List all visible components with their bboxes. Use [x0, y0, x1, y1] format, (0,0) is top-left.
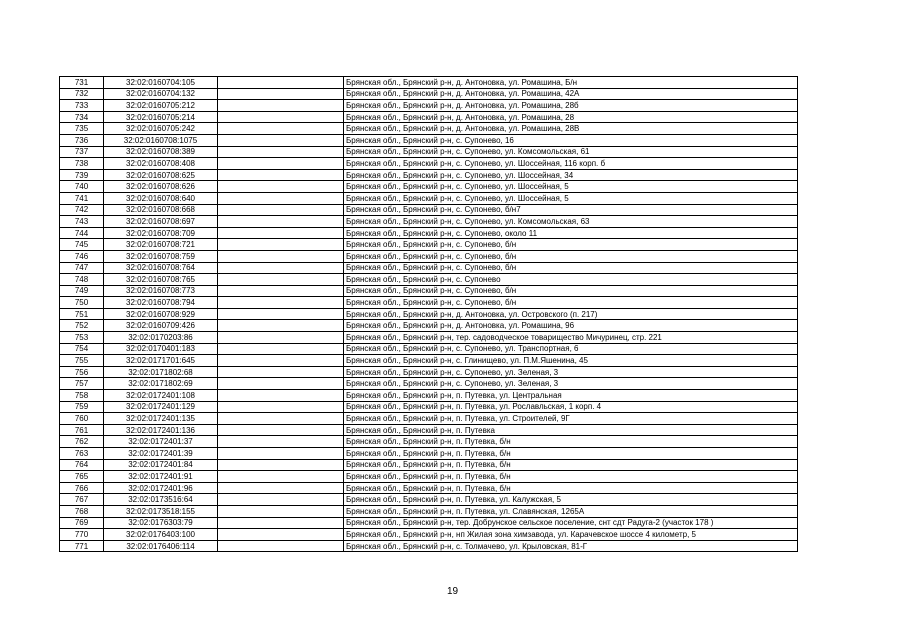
table-row [60, 285, 798, 297]
row-number-cell: 736 [60, 134, 104, 146]
row-number-cell: 750 [60, 297, 104, 309]
table-row [60, 401, 798, 413]
row-number-cell: 765 [60, 471, 104, 483]
address-cell: Брянская обл., Брянский р-н, с. Супонево, ул. Зеленая, 3 [344, 366, 798, 378]
address-cell: Брянская обл., Брянский р-н, с. Супонево, около 11 [344, 227, 798, 239]
cadastral-number-cell: 32:02:0176403:100 [104, 529, 218, 541]
note-cell [218, 448, 344, 460]
cadastral-number-cell: 32:02:0160708:721 [104, 239, 218, 251]
cadastral-number-cell: 32:02:0160708:389 [104, 146, 218, 158]
row-number-cell: 747 [60, 262, 104, 274]
row-number-cell: 739 [60, 169, 104, 181]
note-cell [218, 181, 344, 193]
note-cell [218, 378, 344, 390]
table-row [60, 204, 798, 216]
table-row [60, 181, 798, 193]
address-cell: Брянская обл., Брянский р-н, с. Супонево, ул. Транспортная, 6 [344, 343, 798, 355]
table-row [60, 227, 798, 239]
row-number-cell: 731 [60, 77, 104, 89]
cadastral-number-cell: 32:02:0160708:625 [104, 169, 218, 181]
row-number-cell: 737 [60, 146, 104, 158]
cadastral-number-cell: 32:02:0172401:96 [104, 482, 218, 494]
row-number-cell: 770 [60, 529, 104, 541]
row-number-cell: 763 [60, 448, 104, 460]
note-cell [218, 355, 344, 367]
note-cell [218, 239, 344, 251]
note-cell [218, 505, 344, 517]
note-cell [218, 274, 344, 286]
cadastral-number-cell: 32:02:0160708:668 [104, 204, 218, 216]
address-cell: Брянская обл., Брянский р-н, с. Глинищево, ул. П.М.Яшенина, 45 [344, 355, 798, 367]
row-number-cell: 738 [60, 158, 104, 170]
table-row [60, 413, 798, 425]
table-row [60, 169, 798, 181]
note-cell [218, 366, 344, 378]
table-row [60, 239, 798, 251]
table-row [60, 262, 798, 274]
table-row [60, 390, 798, 402]
note-cell [218, 401, 344, 413]
address-cell: Брянская обл., Брянский р-н, с. Супонево, ул. Зеленая, 3 [344, 378, 798, 390]
address-cell: Брянская обл., Брянский р-н, с. Супонево, ул. Шоссейная, 116 корп. б [344, 158, 798, 170]
cadastral-number-cell: 32:02:0172401:91 [104, 471, 218, 483]
row-number-cell: 756 [60, 366, 104, 378]
page-number: 19 [446, 586, 459, 597]
cadastral-number-cell: 32:02:0173516:64 [104, 494, 218, 506]
table-row [60, 192, 798, 204]
table-row [60, 448, 798, 460]
table-row [60, 482, 798, 494]
cadastral-number-cell: 32:02:0160708:764 [104, 262, 218, 274]
table-row [60, 517, 798, 529]
table-row [60, 378, 798, 390]
address-cell: Брянская обл., Брянский р-н, с. Супонево, б/н7 [344, 204, 798, 216]
table-row [60, 308, 798, 320]
address-cell: Брянская обл., Брянский р-н, с. Супонево [344, 274, 798, 286]
note-cell [218, 297, 344, 309]
address-cell: Брянская обл., Брянский р-н, тер. Добрунское сельское поселение, снт сдт Радуга-2 (участок 178 ) [344, 517, 798, 529]
row-number-cell: 771 [60, 540, 104, 552]
address-cell: Брянская обл., Брянский р-н, п. Путевка, б/н [344, 436, 798, 448]
note-cell [218, 204, 344, 216]
row-number-cell: 755 [60, 355, 104, 367]
note-cell [218, 134, 344, 146]
address-cell: Брянская обл., Брянский р-н, д. Антоновка, ул. Ромашина, Б/н [344, 77, 798, 89]
row-number-cell: 768 [60, 505, 104, 517]
row-number-cell: 732 [60, 88, 104, 100]
address-cell: Брянская обл., Брянский р-н, с. Супонево, б/н [344, 239, 798, 251]
table-row [60, 77, 798, 89]
row-number-cell: 745 [60, 239, 104, 251]
address-cell: Брянская обл., Брянский р-н, д. Антоновка, ул. Ромашина, 28 [344, 111, 798, 123]
table-row [60, 436, 798, 448]
note-cell [218, 436, 344, 448]
note-cell [218, 343, 344, 355]
cadastral-number-cell: 32:02:0172401:37 [104, 436, 218, 448]
cadastral-number-cell: 32:02:0172401:135 [104, 413, 218, 425]
cadastral-number-cell: 32:02:0172401:108 [104, 390, 218, 402]
cadastral-number-cell: 32:02:0160708:408 [104, 158, 218, 170]
note-cell [218, 100, 344, 112]
cadastral-number-cell: 32:02:0160708:759 [104, 250, 218, 262]
note-cell [218, 227, 344, 239]
address-cell: Брянская обл., Брянский р-н, тер. садоводческое товарищество Мичуринец, стр. 221 [344, 332, 798, 344]
note-cell [218, 88, 344, 100]
table-row [60, 297, 798, 309]
address-cell: Брянская обл., Брянский р-н, п. Путевка, б/н [344, 448, 798, 460]
cadastral-number-cell: 32:02:0160708:794 [104, 297, 218, 309]
cadastral-number-cell: 32:02:0170401:183 [104, 343, 218, 355]
cadastral-number-cell: 32:02:0171802:69 [104, 378, 218, 390]
cadastral-number-cell: 32:02:0172401:84 [104, 459, 218, 471]
cadastral-number-cell: 32:02:0160705:212 [104, 100, 218, 112]
note-cell [218, 192, 344, 204]
note-cell [218, 77, 344, 89]
note-cell [218, 285, 344, 297]
address-cell: Брянская обл., Брянский р-н, нп Жилая зона химзавода, ул. Карачевское шоссе 4 километр, 5 [344, 529, 798, 541]
note-cell [218, 146, 344, 158]
cadastral-number-cell: 32:02:0176303:79 [104, 517, 218, 529]
cadastral-number-cell: 32:02:0160704:105 [104, 77, 218, 89]
row-number-cell: 751 [60, 308, 104, 320]
table-row [60, 459, 798, 471]
row-number-cell: 733 [60, 100, 104, 112]
row-number-cell: 761 [60, 424, 104, 436]
address-cell: Брянская обл., Брянский р-н, д. Антоновка, ул. Ромашина, 96 [344, 320, 798, 332]
cadastral-number-cell: 32:02:0170203:86 [104, 332, 218, 344]
address-cell: Брянская обл., Брянский р-н, с. Супонево, ул. Шоссейная, 5 [344, 192, 798, 204]
cadastral-number-cell: 32:02:0172401:136 [104, 424, 218, 436]
row-number-cell: 767 [60, 494, 104, 506]
cadastral-number-cell: 32:02:0171701:645 [104, 355, 218, 367]
cadastral-number-cell: 32:02:0160708:709 [104, 227, 218, 239]
note-cell [218, 250, 344, 262]
note-cell [218, 111, 344, 123]
cadastral-number-cell: 32:02:0160705:214 [104, 111, 218, 123]
address-cell: Брянская обл., Брянский р-н, с. Супонево, ул. Комсомольская, 63 [344, 216, 798, 228]
table-row [60, 216, 798, 228]
address-cell: Брянская обл., Брянский р-н, с. Толмачево, ул. Крыловская, 81-Г [344, 540, 798, 552]
address-cell: Брянская обл., Брянский р-н, п. Путевка, ул. Центральная [344, 390, 798, 402]
note-cell [218, 308, 344, 320]
table-row [60, 529, 798, 541]
address-cell: Брянская обл., Брянский р-н, с. Супонево, б/н [344, 250, 798, 262]
cadastral-number-cell: 32:02:0160708:697 [104, 216, 218, 228]
cadastral-number-cell: 32:02:0172401:129 [104, 401, 218, 413]
table-row [60, 100, 798, 112]
note-cell [218, 459, 344, 471]
address-cell: Брянская обл., Брянский р-н, п. Путевка, б/н [344, 459, 798, 471]
table-row [60, 134, 798, 146]
note-cell [218, 216, 344, 228]
address-cell: Брянская обл., Брянский р-н, с. Супонево, б/н [344, 297, 798, 309]
note-cell [218, 262, 344, 274]
row-number-cell: 740 [60, 181, 104, 193]
row-number-cell: 744 [60, 227, 104, 239]
row-number-cell: 760 [60, 413, 104, 425]
table-row [60, 111, 798, 123]
note-cell [218, 332, 344, 344]
table-row [60, 505, 798, 517]
row-number-cell: 734 [60, 111, 104, 123]
note-cell [218, 424, 344, 436]
row-number-cell: 758 [60, 390, 104, 402]
cadastral-number-cell: 32:02:0160705:242 [104, 123, 218, 135]
cadastral-number-cell: 32:02:0176406:114 [104, 540, 218, 552]
row-number-cell: 752 [60, 320, 104, 332]
row-number-cell: 741 [60, 192, 104, 204]
table-row [60, 540, 798, 552]
row-number-cell: 735 [60, 123, 104, 135]
row-number-cell: 766 [60, 482, 104, 494]
address-cell: Брянская обл., Брянский р-н, д. Антоновка, ул. Ромашина, 28В [344, 123, 798, 135]
address-cell: Брянская обл., Брянский р-н, с. Супонево, б/н [344, 285, 798, 297]
note-cell [218, 123, 344, 135]
address-cell: Брянская обл., Брянский р-н, п. Путевка, ул. Строителей, 9Г [344, 413, 798, 425]
address-cell: Брянская обл., Брянский р-н, п. Путевка, б/н [344, 471, 798, 483]
note-cell [218, 390, 344, 402]
note-cell [218, 494, 344, 506]
row-number-cell: 754 [60, 343, 104, 355]
table-row [60, 355, 798, 367]
row-number-cell: 746 [60, 250, 104, 262]
cadastral-number-cell: 32:02:0172401:39 [104, 448, 218, 460]
property-register-table [59, 76, 798, 552]
cadastral-number-cell: 32:02:0160708:773 [104, 285, 218, 297]
row-number-cell: 742 [60, 204, 104, 216]
note-cell [218, 169, 344, 181]
row-number-cell: 753 [60, 332, 104, 344]
table-row [60, 123, 798, 135]
address-cell: Брянская обл., Брянский р-н, п. Путевка, ул. Калужская, 5 [344, 494, 798, 506]
address-cell: Брянская обл., Брянский р-н, с. Супонево, ул. Шоссейная, 34 [344, 169, 798, 181]
cadastral-number-cell: 32:02:0160708:1075 [104, 134, 218, 146]
row-number-cell: 748 [60, 274, 104, 286]
note-cell [218, 540, 344, 552]
table-row [60, 343, 798, 355]
address-cell: Брянская обл., Брянский р-н, д. Антоновка, ул. Ромашина, 28б [344, 100, 798, 112]
address-cell: Брянская обл., Брянский р-н, с. Супонево, ул. Шоссейная, 5 [344, 181, 798, 193]
cadastral-number-cell: 32:02:0160708:765 [104, 274, 218, 286]
cadastral-number-cell: 32:02:0160709:426 [104, 320, 218, 332]
row-number-cell: 769 [60, 517, 104, 529]
note-cell [218, 158, 344, 170]
note-cell [218, 413, 344, 425]
address-cell: Брянская обл., Брянский р-н, с. Супонево, ул. Комсомольская, 61 [344, 146, 798, 158]
table-row [60, 146, 798, 158]
note-cell [218, 529, 344, 541]
address-cell: Брянская обл., Брянский р-н, д. Антоновка, ул. Ромашина, 42А [344, 88, 798, 100]
row-number-cell: 757 [60, 378, 104, 390]
cadastral-number-cell: 32:02:0171802:68 [104, 366, 218, 378]
row-number-cell: 762 [60, 436, 104, 448]
address-cell: Брянская обл., Брянский р-н, п. Путевка, ул. Славянская, 1265А [344, 505, 798, 517]
address-cell: Брянская обл., Брянский р-н, п. Путевка, ул. Рославльская, 1 корп. 4 [344, 401, 798, 413]
cadastral-number-cell: 32:02:0160708:640 [104, 192, 218, 204]
address-cell: Брянская обл., Брянский р-н, с. Супонево, 16 [344, 134, 798, 146]
table-row [60, 274, 798, 286]
table-row [60, 332, 798, 344]
table-body [60, 77, 798, 552]
table-row [60, 250, 798, 262]
row-number-cell: 759 [60, 401, 104, 413]
address-cell: Брянская обл., Брянский р-н, д. Антоновка, ул. Островского (п. 217) [344, 308, 798, 320]
address-cell: Брянская обл., Брянский р-н, с. Супонево, б/н [344, 262, 798, 274]
row-number-cell: 764 [60, 459, 104, 471]
table-row [60, 424, 798, 436]
note-cell [218, 320, 344, 332]
address-cell: Брянская обл., Брянский р-н, п. Путевка, б/н [344, 482, 798, 494]
row-number-cell: 749 [60, 285, 104, 297]
cadastral-number-cell: 32:02:0160704:132 [104, 88, 218, 100]
table-row [60, 320, 798, 332]
cadastral-number-cell: 32:02:0160708:626 [104, 181, 218, 193]
cadastral-number-cell: 32:02:0173518:155 [104, 505, 218, 517]
row-number-cell: 743 [60, 216, 104, 228]
table-row [60, 158, 798, 170]
table-row [60, 471, 798, 483]
address-cell: Брянская обл., Брянский р-н, п. Путевка [344, 424, 798, 436]
table-row [60, 494, 798, 506]
table-row [60, 366, 798, 378]
cadastral-number-cell: 32:02:0160708:929 [104, 308, 218, 320]
note-cell [218, 517, 344, 529]
note-cell [218, 482, 344, 494]
table-row [60, 88, 798, 100]
note-cell [218, 471, 344, 483]
